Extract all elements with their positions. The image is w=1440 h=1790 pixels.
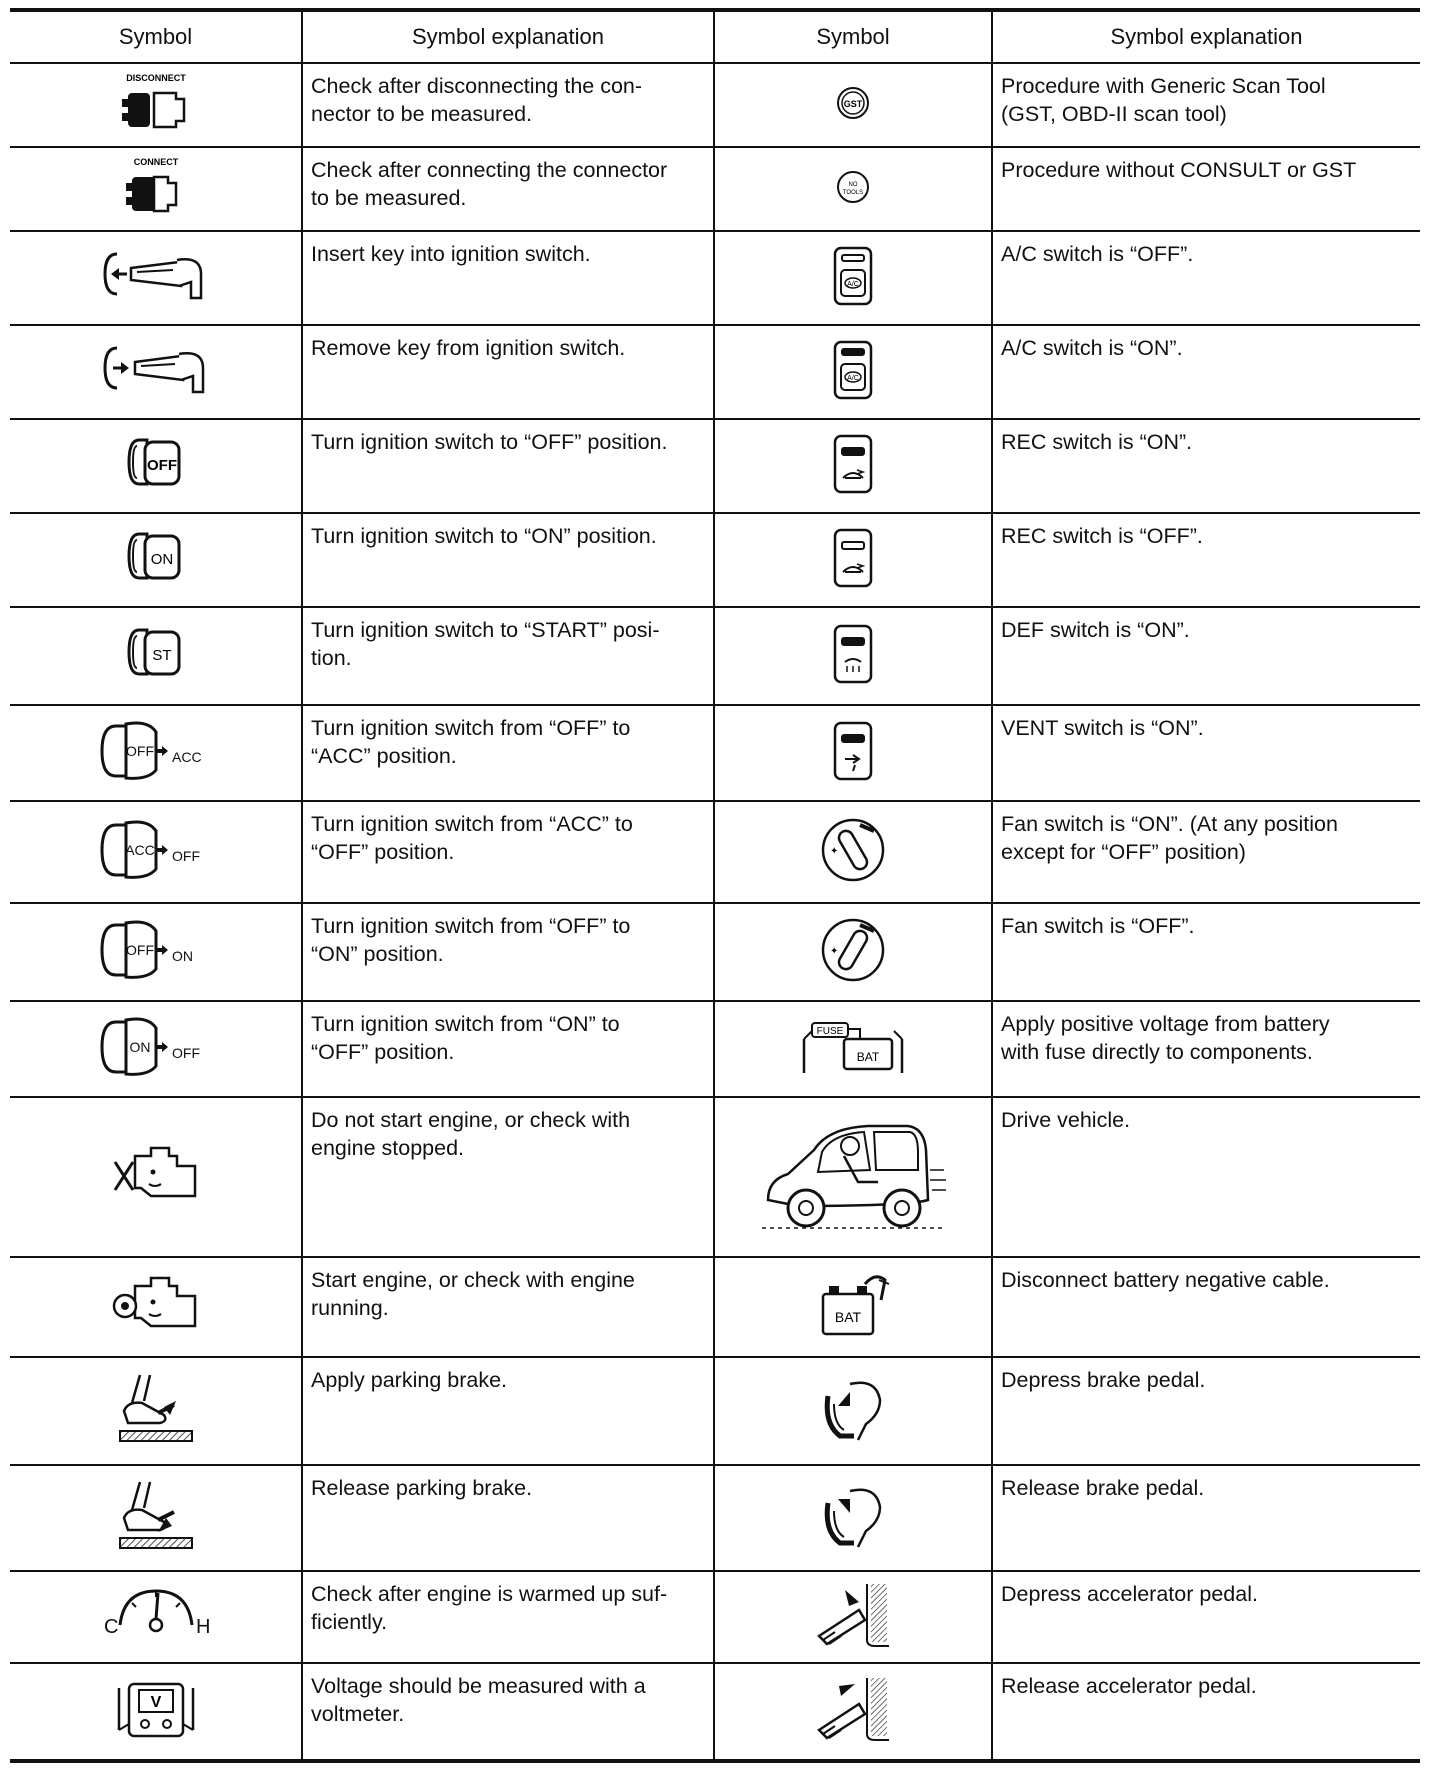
table-row [10,231,1420,325]
symbol-explanation: Disconnect battery negative cable. [992,1257,1420,1357]
svg-text:ON: ON [129,1038,150,1055]
symbol-cell [714,1465,992,1571]
symbol-cell [714,801,992,903]
ignition-off-icon [121,432,191,496]
symbol-explanation: A/C switch is “ON”. [992,325,1420,419]
svg-text:H: H [195,1615,210,1638]
ignition-start-icon [121,622,191,686]
vent-switch-on-icon [833,721,873,781]
symbol-cell [714,147,992,231]
svg-text:C: C [103,1615,118,1638]
table-row [10,705,1420,801]
symbol-explanation: REC switch is “OFF”. [992,513,1420,607]
symbol-table-sheet [10,8,1420,1763]
table-row [10,419,1420,513]
svg-text:OFF: OFF [171,1044,200,1061]
svg-text:ON: ON [150,550,173,568]
symbol-explanation: Depress accelerator pedal. [992,1571,1420,1663]
depress-accelerator-icon [815,1580,891,1650]
ignition-off-to-on-icon [96,917,216,983]
symbol-cell [714,1001,992,1097]
symbol-cell [714,1357,992,1465]
symbol-explanation: Fan switch is “OFF”. [992,903,1420,1001]
svg-text:CONNECT: CONNECT [133,156,178,167]
symbol-explanation: Turn ignition switch from “ACC” to “OFF” position. [302,801,714,903]
symbol-cell [10,1571,302,1663]
symbol-cell [10,513,302,607]
symbol-explanation: Turn ignition switch from “ON” to “OFF” position. [302,1001,714,1097]
symbol-cell [10,1465,302,1571]
symbol-explanation: Procedure without CONSULT or GST [992,147,1420,231]
svg-text:OFF: OFF [146,456,177,474]
release-parking-brake-icon [118,1478,194,1554]
symbol-cell [714,1663,992,1761]
symbol-explanation: Voltage should be measured with a voltmeter. [302,1663,714,1761]
header-symbol-left: Symbol [10,10,302,63]
symbol-cell [10,1001,302,1097]
table-row [10,1257,1420,1357]
symbol-explanation: Apply positive voltage from battery with fuse directly to components. [992,1001,1420,1097]
svg-text:✦: ✦ [830,845,839,857]
apply-parking-brake-icon [118,1371,194,1447]
table-row [10,1571,1420,1663]
symbol-explanation: Release parking brake. [302,1465,714,1571]
table-row [10,1001,1420,1097]
voltmeter-icon [113,1674,199,1744]
no-tools-icon [835,169,871,205]
engine-warm-gauge-icon [96,1585,216,1645]
symbol-cell [714,63,992,147]
symbol-cell [10,903,302,1001]
symbol-cell [10,705,302,801]
fused-battery-voltage-icon [798,1019,908,1075]
drive-vehicle-icon [758,1110,948,1240]
symbol-explanation: Check after connecting the connector to be measured. [302,147,714,231]
symbol-explanation: Remove key from ignition switch. [302,325,714,419]
ac-switch-off-icon [833,246,873,306]
symbol-explanation: Insert key into ignition switch. [302,231,714,325]
ignition-on-icon [121,526,191,590]
symbol-cell [10,801,302,903]
rec-switch-off-icon [833,528,873,588]
svg-text:✦: ✦ [830,945,839,957]
symbol-cell [10,1357,302,1465]
symbol-cell [10,1257,302,1357]
symbol-explanation: VENT switch is “ON”. [992,705,1420,801]
symbol-cell [10,325,302,419]
svg-text:ACC: ACC [124,841,155,858]
engine-stopped-icon [111,1142,201,1208]
symbol-cell [714,1571,992,1663]
svg-text:BAT: BAT [834,1308,862,1325]
svg-text:OFF: OFF [171,847,200,864]
depress-brake-pedal-icon [820,1374,886,1444]
symbol-cell [714,325,992,419]
svg-text:BAT: BAT [856,1049,880,1064]
symbol-explanation: Turn ignition switch from “OFF” to “ACC” position. [302,705,714,801]
battery-disconnect-icon [815,1270,891,1340]
table-row [10,63,1420,147]
fan-switch-on-icon [820,817,886,883]
svg-text:ACC: ACC [171,748,202,765]
rec-switch-on-icon [833,434,873,494]
symbol-explanation: Turn ignition switch to “START” posi- tion. [302,607,714,705]
symbol-cell [10,419,302,513]
release-accelerator-icon [815,1674,891,1744]
svg-text:FUSE: FUSE [816,1025,844,1037]
symbol-cell [714,705,992,801]
symbol-cell [714,1257,992,1357]
gst-icon [835,85,871,121]
svg-text:ON: ON [171,947,193,964]
ignition-on-to-off-icon [96,1014,216,1080]
table-row [10,1663,1420,1761]
symbol-cell [714,903,992,1001]
symbol-explanation: Start engine, or check with engine running. [302,1257,714,1357]
table-row [10,1357,1420,1465]
symbol-explanation: Check after disconnecting the con- nector to be measured. [302,63,714,147]
symbol-cell [714,513,992,607]
symbol-cell [10,1097,302,1257]
table-row [10,1097,1420,1257]
symbol-cell [714,419,992,513]
symbol-explanation: Release brake pedal. [992,1465,1420,1571]
table-row [10,801,1420,903]
symbol-cell [10,63,302,147]
table-row [10,1465,1420,1571]
remove-key-icon [101,342,211,398]
disconnect-connector-icon [118,71,194,135]
connect-connector-icon [118,155,194,219]
svg-text:A/C: A/C [847,374,859,382]
symbol-cell [10,607,302,705]
symbol-table [10,8,1420,1763]
svg-text:TOOLS: TOOLS [842,189,864,196]
svg-text:OFF: OFF [125,742,154,759]
header-row [10,10,1420,63]
table-row [10,607,1420,705]
symbol-explanation: Depress brake pedal. [992,1357,1420,1465]
table-row [10,513,1420,607]
svg-text:DISCONNECT: DISCONNECT [125,72,186,83]
symbol-explanation: Turn ignition switch from “OFF” to “ON” position. [302,903,714,1001]
symbol-explanation: Do not start engine, or check with engine stopped. [302,1097,714,1257]
symbol-explanation: Fan switch is “ON”. (At any position except for “OFF” position) [992,801,1420,903]
svg-text:ST: ST [151,646,172,664]
def-switch-on-icon [833,624,873,684]
insert-key-icon [101,248,211,304]
table-row [10,903,1420,1001]
symbol-explanation: Release accelerator pedal. [992,1663,1420,1761]
symbol-cell [714,607,992,705]
svg-text:NO: NO [848,181,858,188]
engine-running-icon [111,1272,201,1338]
svg-text:OFF: OFF [125,941,154,958]
svg-text:V: V [150,1694,161,1711]
symbol-cell [10,231,302,325]
symbol-explanation: Apply parking brake. [302,1357,714,1465]
symbol-cell [10,147,302,231]
symbol-explanation: DEF switch is “ON”. [992,607,1420,705]
ignition-acc-to-off-icon [96,817,216,883]
symbol-explanation: Check after engine is warmed up suf- ficiently. [302,1571,714,1663]
symbol-explanation: Turn ignition switch to “OFF” position. [302,419,714,513]
svg-text:GST: GST [843,98,863,109]
symbol-explanation: Turn ignition switch to “ON” position. [302,513,714,607]
header-explanation-left: Symbol explanation [302,10,714,63]
symbol-explanation: Drive vehicle. [992,1097,1420,1257]
svg-text:A/C: A/C [847,280,859,288]
symbol-cell [714,1097,992,1257]
symbol-explanation: REC switch is “ON”. [992,419,1420,513]
ac-switch-on-icon [833,340,873,400]
release-brake-pedal-icon [820,1481,886,1551]
ignition-off-to-acc-icon [96,718,216,784]
table-row [10,325,1420,419]
symbol-explanation: A/C switch is “OFF”. [992,231,1420,325]
header-symbol-right: Symbol [714,10,992,63]
table-row [10,147,1420,231]
symbol-cell [10,1663,302,1761]
fan-switch-off-icon [820,917,886,983]
header-explanation-right: Symbol explanation [992,10,1420,63]
symbol-cell [714,231,992,325]
symbol-explanation: Procedure with Generic Scan Tool (GST, OBD-II scan tool) [992,63,1420,147]
